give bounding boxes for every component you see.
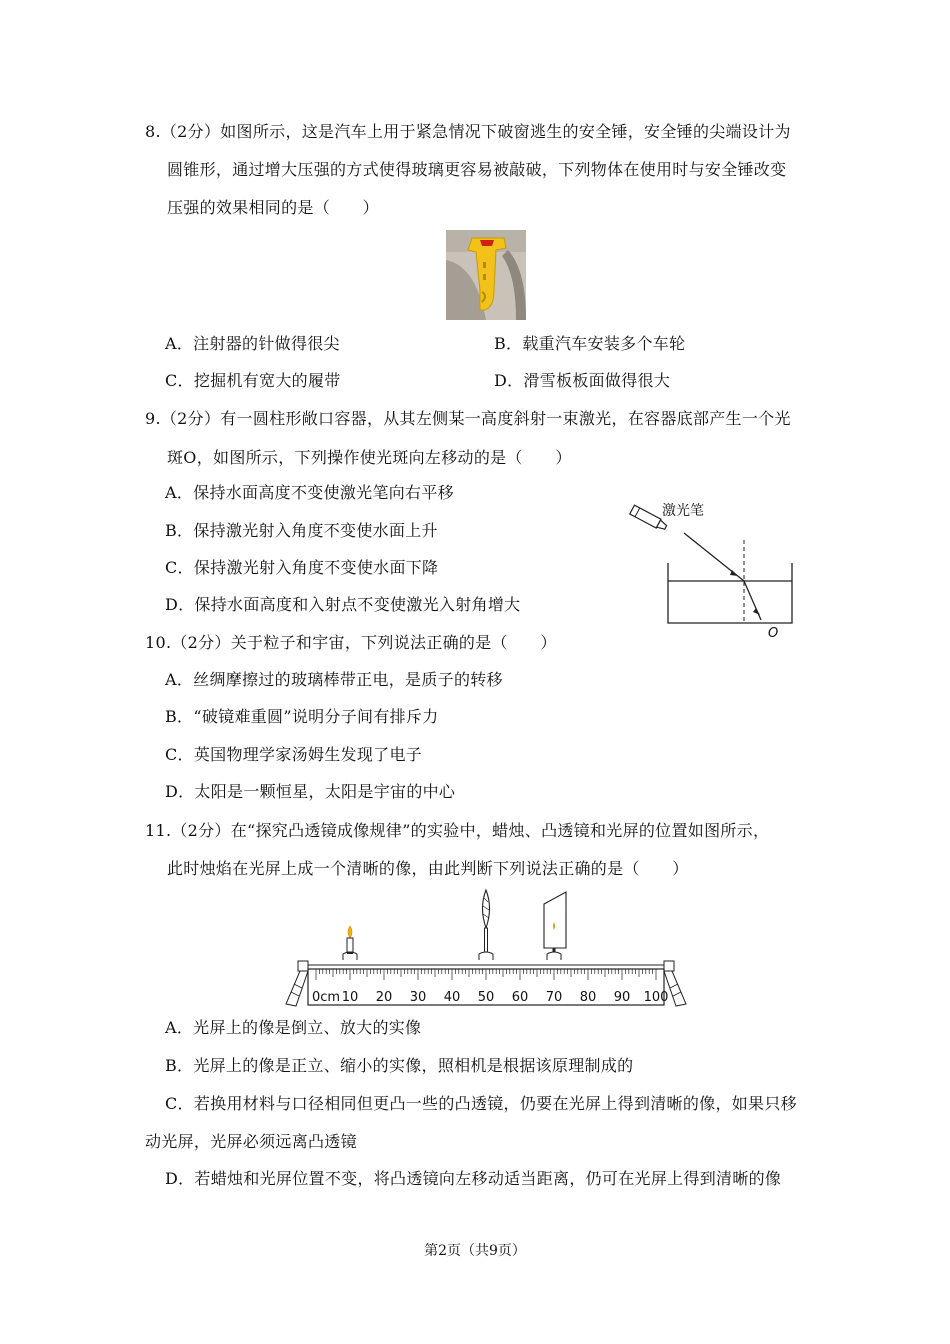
q8-option-b[interactable]: B．载重汽车安装多个车轮 bbox=[494, 334, 686, 353]
ruler-label: 100 bbox=[643, 990, 669, 1005]
container-outline bbox=[668, 563, 792, 623]
ruler-label: 30 bbox=[409, 990, 427, 1005]
ruler-label: 50 bbox=[477, 990, 495, 1005]
ruler-label: 20 bbox=[375, 990, 393, 1005]
q9-stem-line1: 9.（2分）有一圆柱形敞口容器，从其左侧某一高度斜射一束激光，在容器底部产生一个光 bbox=[145, 409, 791, 428]
laser-pen-label: 激光笔 bbox=[662, 503, 704, 519]
page-number: 第2页（共9页） bbox=[424, 1243, 526, 1259]
q9-option-c[interactable]: C．保持激光射入角度不变使水面下降 bbox=[165, 558, 439, 577]
q11-option-a[interactable]: A．光屏上的像是倒立、放大的实像 bbox=[165, 1018, 422, 1037]
q10-option-a[interactable]: A．丝绸摩擦过的玻璃棒带正电，是质子的转移 bbox=[165, 670, 503, 689]
ruler-label: 10 bbox=[341, 990, 359, 1005]
q8-option-d[interactable]: D．滑雪板板面做得很大 bbox=[494, 371, 671, 390]
ruler-label: 70 bbox=[545, 990, 563, 1005]
q10-stem: 10.（2分）关于粒子和宇宙，下列说法正确的是（ ） bbox=[145, 633, 557, 652]
left-stand bbox=[286, 961, 308, 1006]
q8-option-a[interactable]: A．注射器的针做得很尖 bbox=[165, 334, 340, 353]
safety-hammer-image bbox=[446, 230, 526, 320]
q9-option-d[interactable]: D．保持水面高度和入射点不变使激光入射角增大 bbox=[165, 595, 521, 614]
ruler-label: 0cm bbox=[312, 990, 341, 1005]
laser-container-diagram bbox=[620, 495, 800, 645]
q9-option-a[interactable]: A．保持水面高度不变使激光笔向右平移 bbox=[165, 483, 454, 502]
ruler-label: 80 bbox=[579, 990, 597, 1005]
convex-lens-icon bbox=[479, 890, 493, 960]
q11-option-c-line1[interactable]: C．若换用材料与口径相同但更凸一些的凸透镜，仍要在光屏上得到清晰的像，如果只移 bbox=[165, 1094, 797, 1113]
q11-option-c-line2[interactable]: 动光屏，光屏必须远离凸透镜 bbox=[145, 1132, 357, 1151]
light-screen-icon bbox=[544, 892, 566, 960]
q11-option-d[interactable]: D．若蜡烛和光屏位置不变，将凸透镜向左移动适当距离，仍可在光屏上得到清晰的像 bbox=[165, 1169, 782, 1188]
q8-option-c[interactable]: C．挖掘机有宽大的履带 bbox=[165, 371, 341, 390]
ruler-label: 60 bbox=[511, 990, 529, 1005]
q8-stem-line3: 压强的效果相同的是（ ） bbox=[167, 198, 379, 217]
q10-option-d[interactable]: D．太阳是一颗恒星，太阳是宇宙的中心 bbox=[165, 782, 456, 801]
q9-option-b[interactable]: B．保持激光射入角度不变使水面上升 bbox=[165, 521, 438, 540]
ruler-label: 40 bbox=[443, 990, 461, 1005]
q10-option-b[interactable]: B．“破镜难重圆”说明分子间有排斥力 bbox=[165, 707, 439, 726]
q9-stem-line2: 斑O，如图所示，下列操作使光斑向左移动的是（ ） bbox=[167, 448, 572, 467]
candle-icon bbox=[343, 926, 357, 960]
q11-stem-line2: 此时烛焰在光屏上成一个清晰的像，由此判断下列说法正确的是（ ） bbox=[167, 859, 689, 878]
q8-stem-line2: 圆锥形，通过增大压强的方式使得玻璃更容易被敲破，下列物体在使用时与安全锤改变 bbox=[167, 160, 787, 179]
q8-stem-line1: 8.（2分）如图所示，这是汽车上用于紧急情况下破窗逃生的安全锤，安全锤的尖端设计为 bbox=[145, 122, 791, 141]
q10-option-c[interactable]: C．英国物理学家汤姆生发现了电子 bbox=[165, 745, 423, 764]
optical-bench-diagram bbox=[280, 888, 695, 1010]
q11-stem-line1: 11.（2分）在“探究凸透镜成像规律”的实验中，蜡烛、凸透镜和光屏的位置如图所示， bbox=[145, 821, 770, 840]
light-spot-label: O bbox=[768, 626, 779, 641]
q11-option-b[interactable]: B．光屏上的像是正立、缩小的实像，照相机是根据该原理制成的 bbox=[165, 1056, 634, 1075]
ruler-label: 90 bbox=[613, 990, 631, 1005]
